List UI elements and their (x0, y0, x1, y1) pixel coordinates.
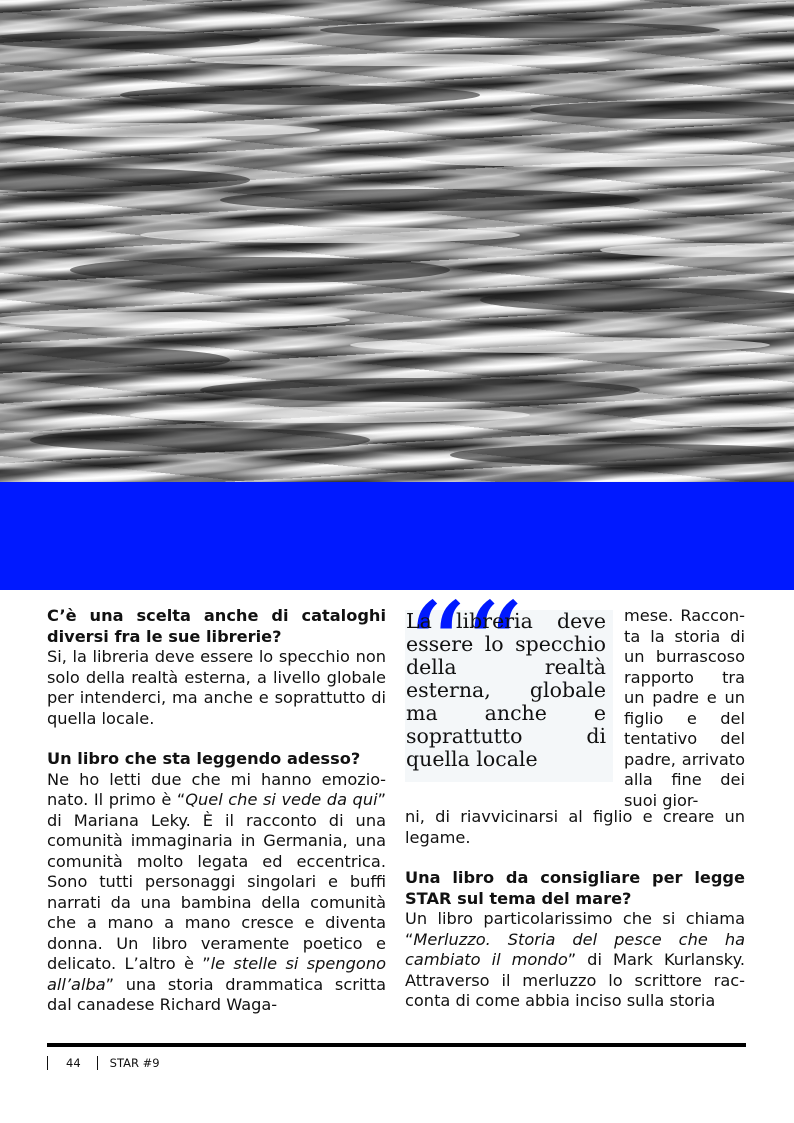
quote-marks-icon: ““ (405, 578, 520, 717)
book-title-merluzzo: Merluzzo. Storia del pesce che ha cambiato il mondo (405, 929, 745, 969)
book-title-quel-che-si-vede: Quel che si vede da qui (185, 790, 378, 809)
answer-current-book: Ne ho letti due che mi hanno emozionato. Il primo è “Quel che si vede da qui” di Mariana Leky. È il racconto di una comunità immaginaria in Germania, una comunità molto legata ed eccentrica. Sono tutti personaggi singolari e buffi narrati da una bambina della comunità che a mano a mano cresce e diventa donna. Un libro veramente poetico e delicato. L’altro è ”le stelle si spengono all’alba” una storia drammatica scritta dal canadese Richard Waga- (47, 769, 386, 1014)
left-column (47, 606, 386, 1016)
right-column-bottom (405, 807, 745, 1012)
footer-divider (47, 1056, 48, 1070)
page-number: 44 (66, 1056, 81, 1070)
footer-rule (47, 1043, 746, 1047)
pull-quote (405, 578, 613, 782)
question-sea-book: Una libro da consigliare per legge STAR sul tema del mare? (405, 868, 745, 908)
question-catalogs: C’è una scelta anche di cataloghi diversi fra le sue librerie? (47, 606, 386, 646)
right-column-top (624, 606, 745, 811)
sea-photo (0, 0, 794, 482)
answer-catalogs: Si, la libreria deve essere lo specchio non solo della realtà esterna, a livello globale per intenderci, ma anche e soprattutto di quella locale. (47, 647, 386, 728)
answer-continuation-top: mese. Racconta la storia di un burrascoso rapporto tra un padre e un figlio e del tentativo del padre, arrivato alla fine dei suoi gior- (624, 606, 745, 810)
answer-sea-book: Un libro particolarissimo che si chiama “Merluzzo. Storia del pesce che ha cambiato il mondo” di Mark Kurlansky. Attraverso il merluzzo lo scrittore racconta di come abbia inciso sulla storia (405, 909, 745, 1010)
sea-waves-graphic (0, 0, 794, 482)
blue-band (0, 482, 794, 590)
book-title-stelle: le stelle si spengono all’alba (47, 954, 386, 994)
answer-continuation: ni, di riavvicinarsi al figlio e creare un legame. (405, 807, 745, 847)
magazine-issue: STAR #9 (109, 1056, 160, 1070)
page-footer (47, 1056, 160, 1070)
footer-divider (97, 1056, 98, 1070)
pull-quote-text: La libreria deve essere lo specchio della realtà esterna, globale ma anche e soprattutto di quella locale (406, 609, 606, 771)
question-current-book: Un libro che sta leggendo adesso? (47, 749, 361, 768)
